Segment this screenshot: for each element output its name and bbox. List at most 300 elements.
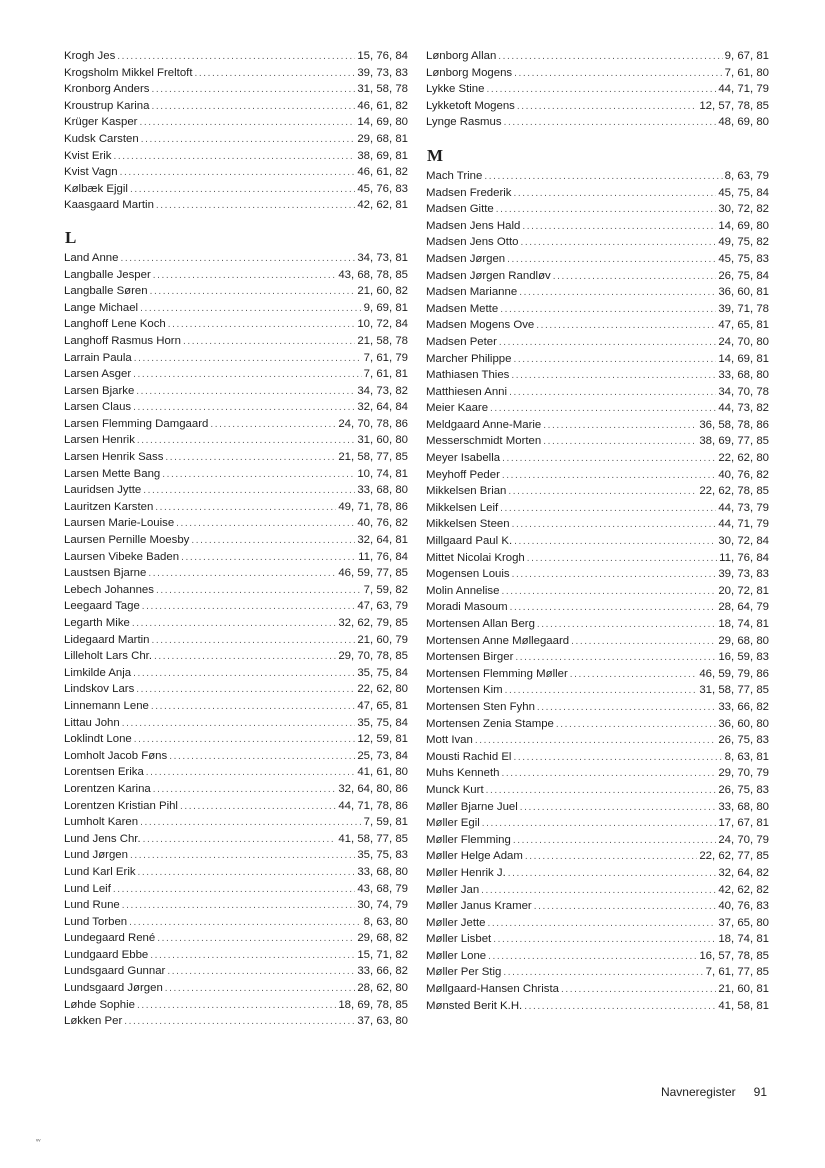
entry-pages: 38, 69, 81 — [357, 149, 408, 162]
entry-pages: 31, 60, 80 — [357, 434, 408, 447]
entry-pages: 14, 69, 80 — [718, 219, 769, 232]
entry-pages: 7, 59, 81 — [363, 816, 408, 829]
dot-leader — [154, 649, 336, 665]
entry-pages: 10, 72, 84 — [357, 318, 408, 331]
entry-pages: 24, 70, 80 — [718, 335, 769, 348]
dot-leader — [475, 733, 716, 749]
index-entry — [64, 366, 408, 383]
entry-pages: 22, 62, 80 — [357, 683, 408, 696]
entry-name: Madsen Mogens Ove — [426, 319, 535, 332]
page-number: 91 — [753, 1085, 767, 1099]
entry-name: Marcher Philippe — [426, 352, 512, 365]
entry-pages: 36, 58, 78, 86 — [699, 418, 769, 431]
dot-leader — [502, 468, 716, 484]
entry-pages: 39, 73, 83 — [357, 66, 408, 79]
entry-pages: 30, 72, 82 — [718, 203, 769, 216]
dot-leader — [136, 682, 355, 698]
entry-pages: 46, 59, 79, 86 — [699, 667, 769, 680]
dot-leader — [156, 583, 362, 599]
entry-pages: 12, 57, 78, 85 — [699, 99, 769, 112]
dot-leader — [152, 82, 356, 98]
entry-pages: 40, 76, 82 — [357, 517, 408, 530]
index-entry — [64, 565, 408, 582]
index-entry — [426, 533, 769, 550]
index-entry — [426, 898, 769, 915]
entry-name: Krogh Jes — [64, 50, 116, 62]
entry-name: Møller Helge Adam — [426, 850, 523, 863]
entry-name: Lundsgaard Gunnar — [64, 965, 166, 978]
dot-leader — [512, 517, 717, 533]
entry-name: Kaasgaard Martin — [64, 199, 154, 212]
dot-leader — [143, 483, 355, 499]
entry-name: Lorentzen Kristian Pihl — [64, 799, 178, 812]
index-entry — [426, 201, 769, 218]
index-entry — [64, 582, 408, 599]
index-entry — [426, 848, 769, 865]
index-entry — [426, 65, 769, 82]
entry-pages: 33, 68, 80 — [718, 369, 769, 382]
entry-pages: 25, 73, 84 — [357, 749, 408, 762]
dot-leader — [496, 202, 717, 218]
entry-name: Møller Henrik J. — [426, 866, 506, 879]
entry-pages: 12, 59, 81 — [357, 733, 408, 746]
index-entry — [426, 500, 769, 517]
entry-name: Mortensen Sten Fyhn — [426, 700, 535, 713]
entry-name: Larsen Claus — [64, 401, 132, 414]
entry-pages: 30, 74, 79 — [357, 899, 408, 912]
index-entry — [426, 351, 769, 368]
dot-leader — [146, 765, 356, 781]
k-entries-list — [64, 48, 408, 214]
dot-leader — [486, 82, 716, 98]
entry-pages: 41, 61, 80 — [357, 766, 408, 779]
entry-pages: 48, 69, 80 — [718, 116, 769, 129]
index-entry — [64, 466, 408, 483]
index-entry — [426, 815, 769, 832]
dot-leader — [498, 49, 722, 65]
dot-leader — [570, 667, 698, 683]
index-entry — [64, 383, 408, 400]
entry-name: Lund Jens Chr. — [64, 832, 141, 845]
m-entries-list — [426, 168, 769, 1014]
index-entry — [426, 483, 769, 500]
entry-pages: 35, 75, 84 — [357, 666, 408, 679]
index-entry — [64, 980, 408, 997]
entry-pages: 21, 60, 79 — [357, 633, 408, 646]
entry-name: Mortensen Allan Berg — [426, 618, 535, 630]
index-entry — [426, 882, 769, 899]
dot-leader — [537, 700, 716, 716]
index-entry — [426, 98, 769, 115]
l-entries-list — [64, 250, 408, 1030]
entry-name: Kroustrup Karina — [64, 99, 150, 112]
entry-pages: 29, 68, 82 — [357, 932, 408, 945]
dot-leader — [132, 616, 336, 632]
index-entry — [426, 649, 769, 666]
index-entry — [64, 515, 408, 532]
index-entry — [64, 831, 408, 848]
entry-name: Larsen Henrik — [64, 434, 135, 447]
dot-leader — [153, 268, 337, 284]
entry-pages: 8, 63, 80 — [363, 915, 408, 928]
entry-name: Limkilde Anja — [64, 666, 132, 679]
dot-leader — [543, 434, 697, 450]
entry-pages: 45, 75, 83 — [718, 252, 769, 265]
dot-leader — [183, 334, 355, 350]
entry-pages: 28, 62, 80 — [357, 982, 408, 995]
dot-leader — [155, 500, 336, 516]
entry-name: Lund Torben — [64, 915, 128, 928]
dot-leader — [517, 99, 697, 115]
dot-leader — [501, 766, 716, 782]
dot-leader — [120, 165, 356, 181]
dot-leader — [482, 816, 717, 832]
dot-leader — [571, 634, 716, 650]
index-entry — [426, 765, 769, 782]
entry-name: Lauridsen Jytte — [64, 484, 142, 497]
dot-leader — [510, 600, 717, 616]
dot-leader — [501, 584, 716, 600]
index-entry — [64, 148, 408, 165]
entry-pages: 18, 74, 81 — [718, 618, 769, 630]
entry-pages: 46, 59, 77, 85 — [338, 567, 408, 580]
index-entry — [426, 633, 769, 650]
entry-pages: 47, 65, 81 — [357, 699, 408, 712]
entry-name: Krüger Kasper — [64, 116, 138, 129]
index-entry — [64, 881, 408, 898]
entry-pages: 38, 69, 77, 85 — [699, 435, 769, 448]
index-entry — [64, 997, 408, 1014]
dot-leader — [150, 284, 356, 300]
index-entry — [64, 897, 408, 914]
entry-pages: 24, 70, 78, 86 — [338, 417, 408, 430]
dot-leader — [157, 931, 355, 947]
entry-name: Lykketoft Mogens — [426, 99, 515, 112]
entry-name: Mortensen Kim — [426, 684, 503, 697]
dot-leader — [488, 916, 717, 932]
entry-pages: 7, 61, 80 — [724, 66, 769, 79]
entry-name: Mortensen Flemming Møller — [426, 667, 568, 680]
index-entry — [64, 632, 408, 649]
entry-pages: 33, 66, 82 — [718, 700, 769, 713]
dot-leader — [505, 683, 698, 699]
index-entry — [426, 48, 769, 65]
index-entry — [64, 1013, 408, 1030]
dot-leader — [162, 467, 355, 483]
entry-pages: 45, 76, 83 — [357, 182, 408, 195]
entry-name: Lønborg Allan — [426, 50, 497, 62]
entry-name: Lønborg Mogens — [426, 66, 513, 79]
index-entry — [64, 731, 408, 748]
entry-name: Meier Kaare — [426, 402, 489, 415]
dot-leader — [140, 301, 362, 317]
index-entry — [64, 114, 408, 131]
index-entry — [64, 681, 408, 698]
entry-pages: 32, 62, 79, 85 — [338, 617, 408, 629]
entry-pages: 29, 70, 78, 85 — [338, 650, 408, 663]
dot-leader — [133, 666, 355, 682]
entry-name: Meldgaard Anne-Marie — [426, 418, 542, 431]
entry-pages: 7, 61, 79 — [363, 351, 408, 364]
index-entry — [426, 964, 769, 981]
index-entry — [64, 399, 408, 416]
entry-pages: 46, 61, 82 — [357, 166, 408, 179]
entry-name: Legarth Mike — [64, 617, 130, 629]
entry-name: Lumholt Karen — [64, 816, 139, 829]
dot-leader — [536, 318, 716, 334]
dot-leader — [513, 833, 717, 849]
entry-name: Madsen Jens Otto — [426, 236, 519, 249]
entry-name: Larsen Bjarke — [64, 384, 135, 397]
index-entry — [426, 417, 769, 434]
index-entry — [426, 81, 769, 98]
entry-name: Langballe Søren — [64, 285, 148, 298]
dot-leader — [502, 451, 716, 467]
entry-pages: 33, 68, 80 — [357, 865, 408, 878]
dot-leader — [137, 998, 336, 1014]
entry-name: Lange Michael — [64, 301, 139, 314]
index-entry — [64, 48, 408, 65]
index-entry — [426, 915, 769, 932]
entry-pages: 47, 65, 81 — [718, 319, 769, 332]
entry-name: Møller Lone — [426, 949, 487, 962]
entry-pages: 36, 60, 81 — [718, 286, 769, 299]
entry-pages: 30, 72, 84 — [718, 535, 769, 548]
dot-leader — [151, 633, 355, 649]
dot-leader — [165, 450, 336, 466]
index-entry — [426, 732, 769, 749]
entry-name: Madsen Jens Hald — [426, 219, 521, 232]
entry-pages: 41, 58, 77, 85 — [338, 832, 408, 845]
dot-leader — [150, 948, 355, 964]
entry-pages: 39, 71, 78 — [718, 302, 769, 315]
entry-name: Løhde Sophie — [64, 998, 135, 1011]
index-entry — [426, 832, 769, 849]
dot-leader — [134, 351, 362, 367]
entry-name: Krogsholm Mikkel Freltoft — [64, 66, 193, 79]
entry-pages: 10, 74, 81 — [357, 467, 408, 480]
entry-pages: 31, 58, 77, 85 — [699, 684, 769, 697]
entry-name: Møller Flemming — [426, 833, 511, 846]
index-entry — [64, 864, 408, 881]
entry-name: Madsen Frederik — [426, 186, 512, 199]
dot-leader — [195, 66, 356, 82]
entry-pages: 22, 62, 80 — [718, 452, 769, 465]
entry-name: Lykke Stine — [426, 83, 485, 96]
right-column — [426, 48, 769, 1014]
index-entry — [64, 648, 408, 665]
index-entry — [64, 300, 408, 317]
entry-pages: 34, 73, 81 — [357, 251, 408, 264]
dot-leader — [191, 533, 355, 549]
dot-leader — [508, 484, 697, 500]
index-entry — [64, 267, 408, 284]
index-entry — [426, 284, 769, 301]
index-entry — [426, 666, 769, 683]
index-entry — [64, 930, 408, 947]
index-entry — [426, 699, 769, 716]
index-entry — [64, 781, 408, 798]
entry-name: Laursen Pernille Moesby — [64, 534, 190, 547]
dot-leader — [512, 567, 717, 583]
index-entry — [64, 914, 408, 931]
entry-pages: 40, 76, 82 — [718, 468, 769, 481]
entry-name: Møller Janus Kramer — [426, 900, 532, 913]
entry-name: Kvist Erik — [64, 149, 112, 162]
entry-name: Madsen Mette — [426, 302, 499, 315]
entry-name: Lorentzen Karina — [64, 782, 151, 795]
entry-pages: 14, 69, 80 — [357, 116, 408, 129]
index-entry — [426, 566, 769, 583]
dot-leader — [537, 617, 716, 633]
entry-name: Muhs Kenneth — [426, 767, 500, 780]
index-entry — [426, 218, 769, 235]
entry-name: Messerschmidt Morten — [426, 435, 542, 448]
dot-leader — [156, 198, 355, 214]
entry-name: Mikkelsen Brian — [426, 485, 507, 498]
dot-leader — [151, 699, 355, 715]
entry-name: Madsen Jørgen Randløv — [426, 269, 551, 282]
entry-name: Littau John — [64, 716, 120, 729]
entry-pages: 11, 76, 84 — [358, 550, 408, 563]
index-entry — [426, 301, 769, 318]
index-entry — [64, 963, 408, 980]
entry-pages: 9, 67, 81 — [724, 50, 769, 62]
entry-name: Larsen Henrik Sass — [64, 451, 164, 464]
entry-name: Larsen Asger — [64, 368, 132, 381]
entry-name: Mousti Rachid El — [426, 750, 512, 763]
entry-pages: 7, 59, 82 — [363, 583, 408, 596]
entry-pages: 29, 68, 81 — [357, 132, 408, 145]
entry-name: Lebech Johannes — [64, 583, 154, 596]
index-entry — [64, 947, 408, 964]
entry-name: Mott Ivan — [426, 734, 473, 747]
entry-name: Madsen Gitte — [426, 203, 494, 216]
index-entry — [64, 432, 408, 449]
dot-leader — [553, 269, 717, 285]
entry-pages: 22, 62, 78, 85 — [699, 485, 769, 498]
entry-pages: 21, 58, 78 — [357, 334, 408, 347]
index-entry — [64, 81, 408, 98]
dot-leader — [525, 849, 697, 865]
entry-pages: 46, 61, 82 — [357, 99, 408, 112]
dot-leader — [153, 782, 337, 798]
entry-name: Moradi Masoum — [426, 601, 508, 614]
index-entry — [64, 197, 408, 214]
section-title: Navneregister — [660, 1085, 736, 1099]
entry-pages: 44, 71, 79 — [718, 518, 769, 531]
index-entry — [426, 234, 769, 251]
entry-pages: 33, 68, 80 — [357, 484, 408, 497]
entry-pages: 18, 69, 78, 85 — [338, 998, 408, 1011]
entry-name: Mathiasen Thies — [426, 369, 510, 382]
dot-leader — [507, 252, 716, 268]
entry-name: Meyer Isabella — [426, 452, 501, 465]
entry-pages: 31, 58, 78 — [357, 83, 408, 96]
index-entry — [426, 367, 769, 384]
dot-leader — [524, 999, 716, 1015]
dot-leader — [124, 1014, 355, 1030]
index-entry — [64, 316, 408, 333]
entry-pages: 36, 60, 80 — [718, 717, 769, 730]
entry-pages: 8, 63, 79 — [724, 169, 769, 182]
dot-leader — [122, 898, 356, 914]
entry-pages: 29, 70, 79 — [718, 767, 769, 780]
index-entry — [64, 847, 408, 864]
dot-leader — [513, 186, 716, 202]
dot-leader — [515, 650, 716, 666]
entry-pages: 21, 60, 81 — [718, 983, 769, 996]
entry-name: Munck Kurt — [426, 783, 484, 796]
entry-name: Madsen Marianne — [426, 286, 518, 299]
dot-leader — [499, 335, 716, 351]
index-entry — [426, 981, 769, 998]
entry-name: Larsen Flemming Damgaard — [64, 417, 209, 430]
entry-name: Møller Egil — [426, 817, 480, 830]
entry-pages: 24, 70, 79 — [718, 833, 769, 846]
dot-leader — [508, 866, 717, 882]
entry-pages: 29, 68, 80 — [718, 634, 769, 647]
entry-name: Mortensen Birger — [426, 651, 514, 664]
index-entry — [426, 716, 769, 733]
index-entry — [426, 550, 769, 567]
entry-name: Mittet Nicolai Krogh — [426, 551, 525, 564]
entry-pages: 37, 65, 80 — [718, 916, 769, 929]
index-entry — [64, 98, 408, 115]
index-entry — [64, 549, 408, 566]
entry-pages: 32, 64, 84 — [357, 401, 408, 414]
entry-pages: 20, 72, 81 — [718, 584, 769, 597]
index-entry — [426, 749, 769, 766]
entry-name: Møller Per Stig — [426, 966, 502, 979]
index-entry — [64, 250, 408, 267]
index-entry — [64, 482, 408, 499]
dot-leader — [133, 400, 355, 416]
entry-name: Mikkelsen Leif — [426, 501, 499, 514]
entry-name: Millgaard Paul K. — [426, 535, 513, 548]
entry-name: Løkken Per — [64, 1015, 123, 1028]
entry-pages: 14, 69, 81 — [718, 352, 769, 365]
entry-pages: 37, 63, 80 — [357, 1015, 408, 1028]
index-entry — [426, 433, 769, 450]
index-entry — [426, 583, 769, 600]
entry-pages: 44, 71, 79 — [718, 83, 769, 96]
entry-name: Lidegaard Martin — [64, 633, 150, 646]
entry-name: Langballe Jesper — [64, 268, 151, 281]
index-entry — [426, 616, 769, 633]
entry-name: Møller Bjarne Juel — [426, 800, 518, 813]
entry-pages: 32, 64, 80, 86 — [338, 782, 408, 795]
dot-leader — [513, 750, 722, 766]
dot-leader — [514, 534, 716, 550]
entry-pages: 28, 64, 79 — [718, 601, 769, 614]
dot-leader — [130, 182, 355, 198]
entry-name: Lorentsen Erika — [64, 766, 144, 779]
index-entry — [64, 598, 408, 615]
entry-pages: 26, 75, 84 — [718, 269, 769, 282]
section-letter-m: M — [427, 145, 444, 165]
dot-leader — [490, 401, 716, 417]
index-entry — [426, 168, 769, 185]
entry-name: Madsen Peter — [426, 335, 497, 348]
entry-name: Møller Jan — [426, 883, 480, 896]
entry-pages: 35, 75, 84 — [357, 716, 408, 729]
entry-pages: 34, 73, 82 — [357, 384, 408, 397]
entry-pages: 33, 68, 80 — [718, 800, 769, 813]
section-gap — [64, 214, 408, 229]
dot-leader — [513, 352, 716, 368]
dot-leader — [488, 949, 697, 965]
